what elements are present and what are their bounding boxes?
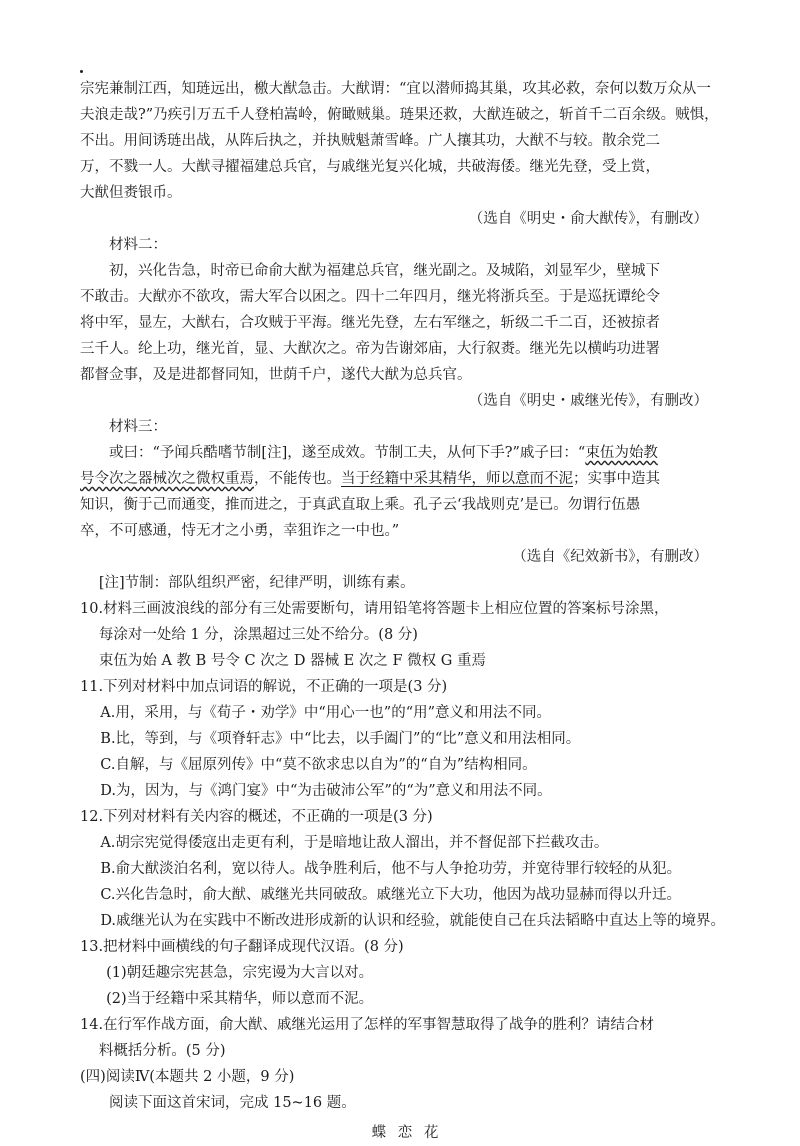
- text-line: 不出。用间诱琏出战，从阵后执之，并执贼魁萧雪峰。广人攘其功，大猷不与较。散余党二: [80, 133, 660, 149]
- source-citation: （选自《明史・戚继光传》，有删改）: [468, 393, 708, 409]
- text-segment: 或曰：“予闻兵酷嗜节制[注]，遂至成效。节制工夫，从何下手?”戚子曰：“: [109, 445, 586, 461]
- option-a: A.胡宗宪觉得倭寇出走更有利，于是暗地让敌人溜出，并不督促部下拦截攻击。: [100, 835, 609, 851]
- text-line: 夫浪走哉?”乃疾引万五千人登柏嵩岭，俯瞰贼巢。琏果还救，大猷连破之，斩首千二百余级。贼惧，: [80, 107, 719, 123]
- question-12: [80, 804, 730, 934]
- text-line: 都督佥事，及是进都督同知，世荫千户，遂代大猷为总兵官。: [80, 367, 472, 383]
- exam-content: [80, 76, 730, 1146]
- text-line: 卒，不可感通，恃无才之小勇，幸狙诈之一中也。”: [80, 523, 400, 539]
- section-instruction: 阅读下面这首宋词，完成 15~16 题。: [109, 1095, 356, 1111]
- question-11: [80, 674, 730, 804]
- underlined-sentence: 当于经籍中采其精华，师以意而不泥: [341, 471, 573, 487]
- text-line: 万，不戮一人。大猷寻擢福建总兵官，与戚继光复兴化城，共破海倭。继光先登，受上赏，: [80, 159, 660, 175]
- option-d: D.戚继光认为在实践中不断改进形成新的认识和经验，就能使自己在兵法韬略中直达上等的境界。: [100, 913, 726, 929]
- section-4: [80, 1064, 730, 1146]
- question-stem: 每涂对一处给 1 分，涂黑超过三处不给分。(8 分): [98, 627, 418, 643]
- footnote: [注]节制：部队组织严密，纪律严明，训练有素。: [98, 575, 415, 591]
- wavy-underlined-text: 束伍为始教: [585, 445, 658, 461]
- question-stem: 10.材料三画波浪线的部分有三处需要断句，请用铅笔将答题卡上相应位置的答案标号涂黑，: [80, 601, 669, 617]
- text-line: 大猷但赉银币。: [80, 185, 182, 201]
- punctuation-options: 束伍为始 A 教 B 号令 C 次之 D 器械 E 次之 F 微权 G 重焉: [98, 653, 486, 669]
- text-segment: ，不能传也。: [254, 471, 341, 487]
- source-citation: （选自《纪效新书》，有删改）: [512, 549, 708, 565]
- material-heading: 材料二：: [109, 237, 167, 253]
- question-14: [80, 1012, 730, 1064]
- text-line: 三千人。纶上功，继光首，显、大猷次之。帝为告谢郊庙，大行叙赉。继光先以横屿功进署: [80, 341, 660, 357]
- text-line: 初，兴化告急，时帝已命俞大猷为福建总兵官，继光副之。及城陷，刘显军少，壁城下: [109, 263, 660, 279]
- option-c: C.兴化告急时，俞大猷、戚继光共同破敌。戚继光立下大功，他因为战功显赫而得以升迁。: [100, 887, 681, 903]
- translation-item-2: (2)当于经籍中采其精华，师以意而不泥。: [106, 991, 374, 1007]
- text-line: 不敢击。大猷亦不欲攻，需大军合以困之。四十二年四月，继光将浙兵至。于是巡抚谭纶令: [80, 289, 660, 305]
- translation-item-1: (1)朝廷趣宗宪甚急，宗宪谩为大言以对。: [106, 965, 374, 981]
- wavy-underlined-text: 号令次之器械次之微权重焉: [80, 471, 254, 487]
- material-1: [80, 76, 730, 232]
- text-line: 知识，衡于己而通变，推而进之，于真武直取上乘。孔子云‘我战则克’是已。勿谓行伍愚: [80, 497, 641, 513]
- source-citation: （选自《明史・俞大猷传》，有删改）: [468, 211, 708, 227]
- text-line: 宗宪兼制江西，知琏远出，檄大猷急击。大猷谓：“宜以潜师捣其巢，攻其必救，奈何以数万众从一: [80, 81, 711, 97]
- text-line: 将中军，显左，大猷右，合攻贼于平海。继光先登，左右军继之，斩级二千二百，还被掠者: [80, 315, 660, 331]
- text-line: [80, 440, 730, 466]
- option-c: C.自解，与《屈原列传》中“莫不欲求忠以自为”的“自为”结构相同。: [100, 757, 537, 773]
- section-heading: (四)阅读Ⅳ(本题共 2 小题，9 分): [80, 1069, 295, 1085]
- question-stem: 12.下列对材料有关内容的概述，不正确的一项是(3 分): [80, 809, 433, 825]
- question-stem: 料概括分析。(5 分): [98, 1043, 226, 1059]
- page-mark: [80, 70, 83, 73]
- option-d: D.为，因为，与《鸿门宴》中“为击破沛公军”的“为”意义和用法不同。: [100, 783, 552, 799]
- text-segment: ；实事中造其: [573, 471, 660, 487]
- question-stem: 14.在行军作战方面，俞大猷、戚继光运用了怎样的军事智慧取得了战争的胜利？请结合材: [80, 1017, 655, 1033]
- text-line: [80, 466, 730, 492]
- option-a: A.用，采用，与《荀子・劝学》中“用心一也”的“用”意义和用法不同。: [100, 705, 552, 721]
- option-b: B.比，等到，与《项脊轩志》中“比去，以手阖门”的“比”意义和用法相同。: [100, 731, 581, 747]
- material-3: [80, 414, 730, 596]
- question-13: [80, 934, 730, 1012]
- question-stem: 11.下列对材料中加点词语的解说，不正确的一项是(3 分): [80, 679, 448, 695]
- question-10: [80, 596, 730, 674]
- question-stem: 13.把材料中画横线的句子翻译成现代汉语。(8 分): [80, 939, 404, 955]
- option-b: B.俞大猷淡泊名利，宽以待人。战争胜利后，他不与人争抢功劳，并宽待罪行较轻的从犯。: [100, 861, 682, 877]
- material-2: [80, 232, 730, 414]
- poem-title: 蝶恋花: [371, 1125, 450, 1141]
- material-heading: 材料三：: [109, 419, 167, 435]
